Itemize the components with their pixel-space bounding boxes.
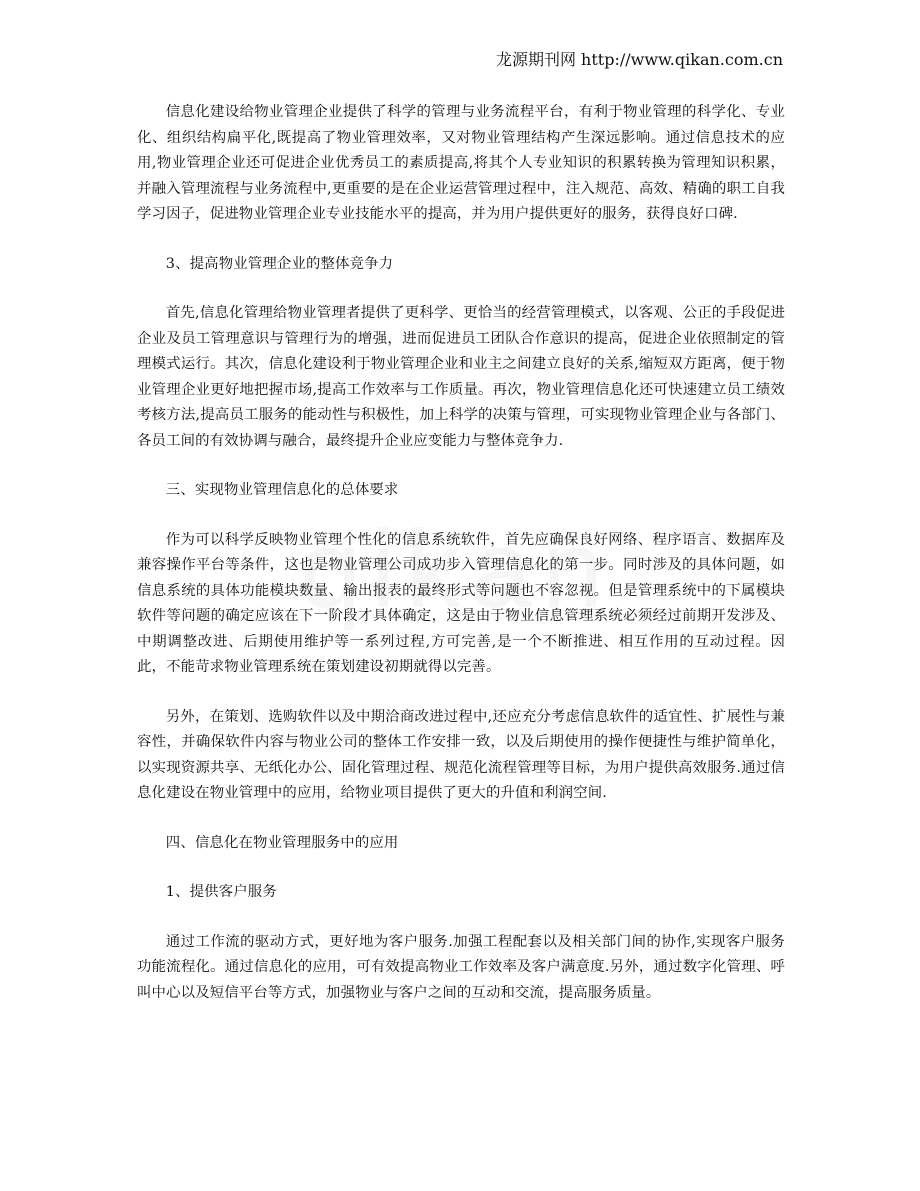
header-site-url[interactable]: 龙源期刊网 http://www.qikan.com.cn	[495, 50, 783, 69]
subsection-heading-1: 1、提供客户服务	[165, 884, 277, 900]
section-heading-four: 四、信息化在物业管理服务中的应用	[165, 834, 399, 851]
article-body	[137, 100, 785, 1006]
paragraph-4: 另外，在策划、选购软件以及中期洽商改进过程中,还应充分考虑信息软件的适宜性、扩展性与兼容性，并确保软件内容与物业公司的整体工作安排一致，以及后期使用的操作便捷性与维护简单化，以实现资源共享、无纸化办公、固化管理过程、规范化流程管理等目标，为用户提供高效服务.通过信息化建设在物业管理中的应用，给物业项目提供了更大的升值和利润空间.	[137, 708, 785, 801]
section-heading-three: 三、实现物业管理信息化的总体要求	[165, 482, 399, 498]
paragraph-3: 作为可以科学反映物业管理个性化的信息系统软件，首先应确保良好网络、程序语言、数据库及兼容操作平台等条件，这也是物业管理公司成功步入管理信息化的第一步。同时涉及的具体问题，如信息系统的具体功能模块数量、输出报表的最终形式等问题也不容忽视。但是管理系统中的下属模块软件等问题的确定应该在下一阶段才具体确定，这是由于物业信息管理系统必须经过前期开发涉及、中期调整改进、后期使用维护等一系列过程,方可完善,是一个不断推进、相互作用的互动过程。因此，不能苛求物业管理系统在策划建设初期就得以完善。	[137, 531, 785, 675]
section-heading-3: 3、提高物业管理企业的整体竞争力	[165, 255, 394, 272]
paragraph-2: 首先,信息化管理给物业管理者提供了更科学、更恰当的经营管理模式，以客观、公正的手段促进企业及员工管理意识与管理行为的增强，进而促进员工团队合作意识的提高，促进企业依照制定的管理模式运行。其次，信息化建设利于物业管理企业和业主之间建立良好的关系,缩短双方距离，便于物业管理企业更好地把握市场,提高工作效率与工作质量。再次，物业管理信息化还可快速建立员工绩效考核方法,提高员工服务的能动性与积极性，加上科学的决策与管理，可实现物业管理企业与各部门、各员工间的有效协调与融合，最终提升企业应变能力与整体竞争力.	[137, 305, 785, 449]
paragraph-5: 通过工作流的驱动方式，更好地为客户服务.加强工程配套以及相关部门间的协作,实现客户服务功能流程化。通过信息化的应用，可有效提高物业工作效率及客户满意度.另外，通过数字化管理、呼叫中心以及短信平台等方式，加强物业与客户之间的互动和交流，提高服务质量。	[137, 933, 785, 1001]
paragraph-1: 信息化建设给物业管理企业提供了科学的管理与业务流程平台，有利于物业管理的科学化、专业化、组织结构扁平化,既提高了物业管理效率，又对物业管理结构产生深远影响。通过信息技术的应用,物业管理企业还可促进企业优秀员工的素质提高,将其个人专业知识的积累转换为管理知识积累，并融入管理流程与业务流程中,更重要的是在企业运营管理过程中，注入规范、高效、精确的职工自我学习因子，促进物业管理企业专业技能水平的提高，并为用户提供更好的服务，获得良好口碑.	[137, 104, 785, 222]
